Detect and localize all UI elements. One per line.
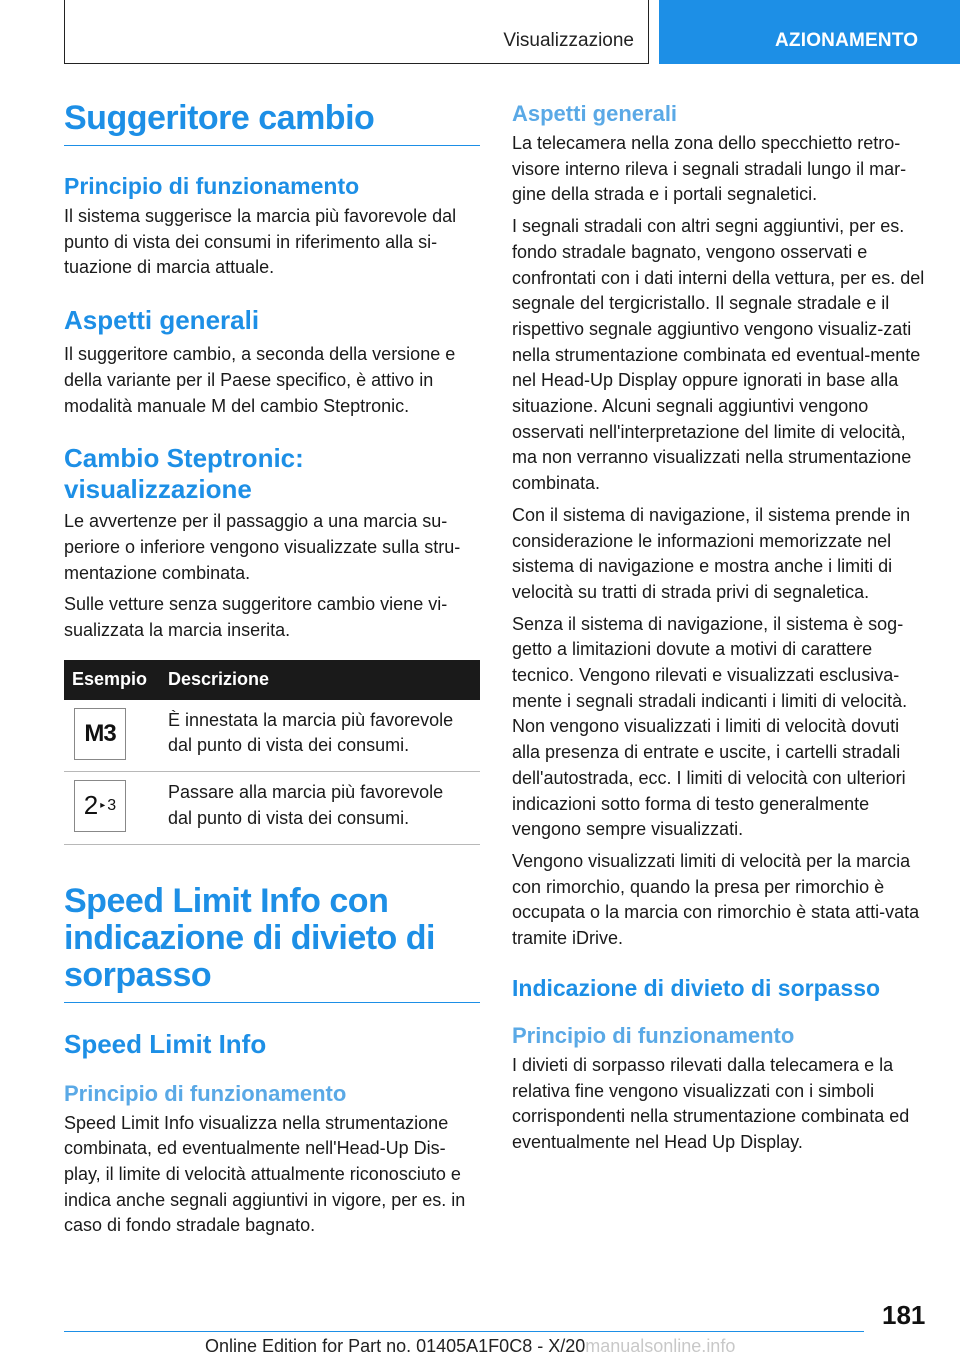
page-title: Suggeritore cambio [64,99,375,137]
right-general-heading: Aspetti generali [512,101,678,126]
gear-m3-label: M3 [84,719,116,747]
right-column [512,100,928,1156]
table-row [64,772,480,844]
edition-text: Online Edition for Part no. 01405A1F0C8 - X/20 [205,1336,586,1356]
description-cell: È innestata la marcia più favorevole dal punto di vista dei consumi. [160,700,480,772]
left-column [64,100,480,1239]
header-chapter-tab[interactable]: AZIONAMENTO [659,0,960,64]
right-general-p5: Vengono visualizzati limiti di velocità per la marcia con rimorchio, quando la presa per rimorchio è occupata o la marcia con rimorchio è stata atti-vata tramite iDrive. [512,850,920,949]
example-cell [64,772,160,844]
table-header-row [64,660,480,700]
no-overtaking-principle-heading: Principio di funzionamento [512,1022,795,1048]
right-general-p2: I segnali stradali con altri segni aggiuntivi, per es. fondo stradale bagnato, vengono osservati e confrontati con i dati interni della vettura, per es. del segnale del tergicristallo. Il segnale stradale e il rispettivo segnale aggiuntivo vengono visualiz-zati nella strumentazione combinata ed eventual-mente nel Head-Up Display oppure ignorati in base alla situazione. Alcuni segnali aggiuntivi vengono osservati nell'interpretazione del limite di velocità, ma non verranno visualizzati nella strumentazione combinata. [512,216,925,494]
gear-from-label: 2 [83,790,99,821]
speed-limit-heading: Speed Limit Info [64,1028,267,1059]
gear-upshift-icon [74,780,126,832]
footer-divider [64,1331,864,1332]
column-header-example: Esempio [64,660,160,700]
gear-indicator-table [64,660,480,845]
right-general-p1: La telecamera nella zona dello specchietto retro-visore interno rileva i segnali stradali lungo il mar-gine della strada e i portali segnaletici. [512,133,907,205]
no-overtaking-text: I divieti di sorpasso rilevati dalla telecamera e la relativa fine vengono visualizzati con i simboli corrispondenti nella strumentazione combinata ed eventualmente nel Head Up Display. [512,1054,910,1152]
no-overtaking-heading: Indicazione di divieto di sorpasso [512,974,881,1001]
right-general-p3: Con il sistema di navigazione, il sistema prende in considerazione le informazioni memorizzate nel sistema di navigazione e mostra anche i limiti di velocità su tratti di strada privi di segnaletica. [512,504,911,602]
page-number: 181 [882,1300,926,1330]
example-cell [64,700,160,772]
steptronic-heading: Cambio Steptronic: visualizzazione [64,443,304,505]
header-frame [64,0,649,64]
footer-line [205,1336,735,1357]
steptronic-text-1: Le avvertenze per il passaggio a una marcia su-periore o inferiore vengono visualizzate sulla stru-mentazione combinata. [64,511,461,583]
principle-heading: Principio di funzionamento [64,173,360,199]
right-general-p4: Senza il sistema di navigazione, il sistema è sog-getto a limitazioni dovute a motivi di carattere tecnico. Vengono rilevati e visualizzati esclusiva-mente i segnali stradali indicanti i limiti di velocità. Non vengono visualizzati i limiti di velocità dovuti alla presenza di entrate e uscite, i cartelli stradali dell'autostrada, ecc. I limiti di velocità con ulteriori indicazioni sotto forma di testo generalmente vengono sempre visualizzati. [512,613,908,840]
description-cell: Passare alla marcia più favorevole dal punto di vista dei consumi. [160,772,480,844]
speed-limit-title: Speed Limit Info con indicazione di divieto di sorpasso [64,881,435,994]
speed-title-divider [64,1002,480,1003]
gear-to-label: 3 [107,797,117,815]
speed-principle-heading: Principio di funzionamento [64,1080,347,1106]
upshift-arrow-icon: ▸ [100,800,106,812]
principle-text: Il sistema suggerisce la marcia più favorevole dal punto di vista dei consumi in riferimento alla si-tuazione di marcia attuale. [64,206,457,278]
general-text: Il suggeritore cambio, a seconda della versione e della variante per il Paese specifico, è attivo in modalità manuale M del cambio Steptronic. [64,344,456,416]
steptronic-text-2: Sulle vetture senza suggeritore cambio viene vi-sualizzata la marcia inserita. [64,594,448,641]
table-row [64,700,480,772]
column-header-description: Descrizione [160,660,480,700]
general-heading: Aspetti generali [64,305,260,336]
speed-principle-text: Speed Limit Info visualizza nella strumentazione combinata, ed eventualmente nell'Head-Up Dis-play, il limite di velocità attualmente riconosciuto e indica anche segnali aggiuntivi in vigore, per es. in caso di fondo stradale bagnato. [64,1112,466,1236]
title-divider [64,145,480,146]
header-section-title: Visualizzazione [503,30,634,51]
gear-m3-icon [74,708,126,760]
watermark-text: manualsonline.info [585,1336,736,1356]
